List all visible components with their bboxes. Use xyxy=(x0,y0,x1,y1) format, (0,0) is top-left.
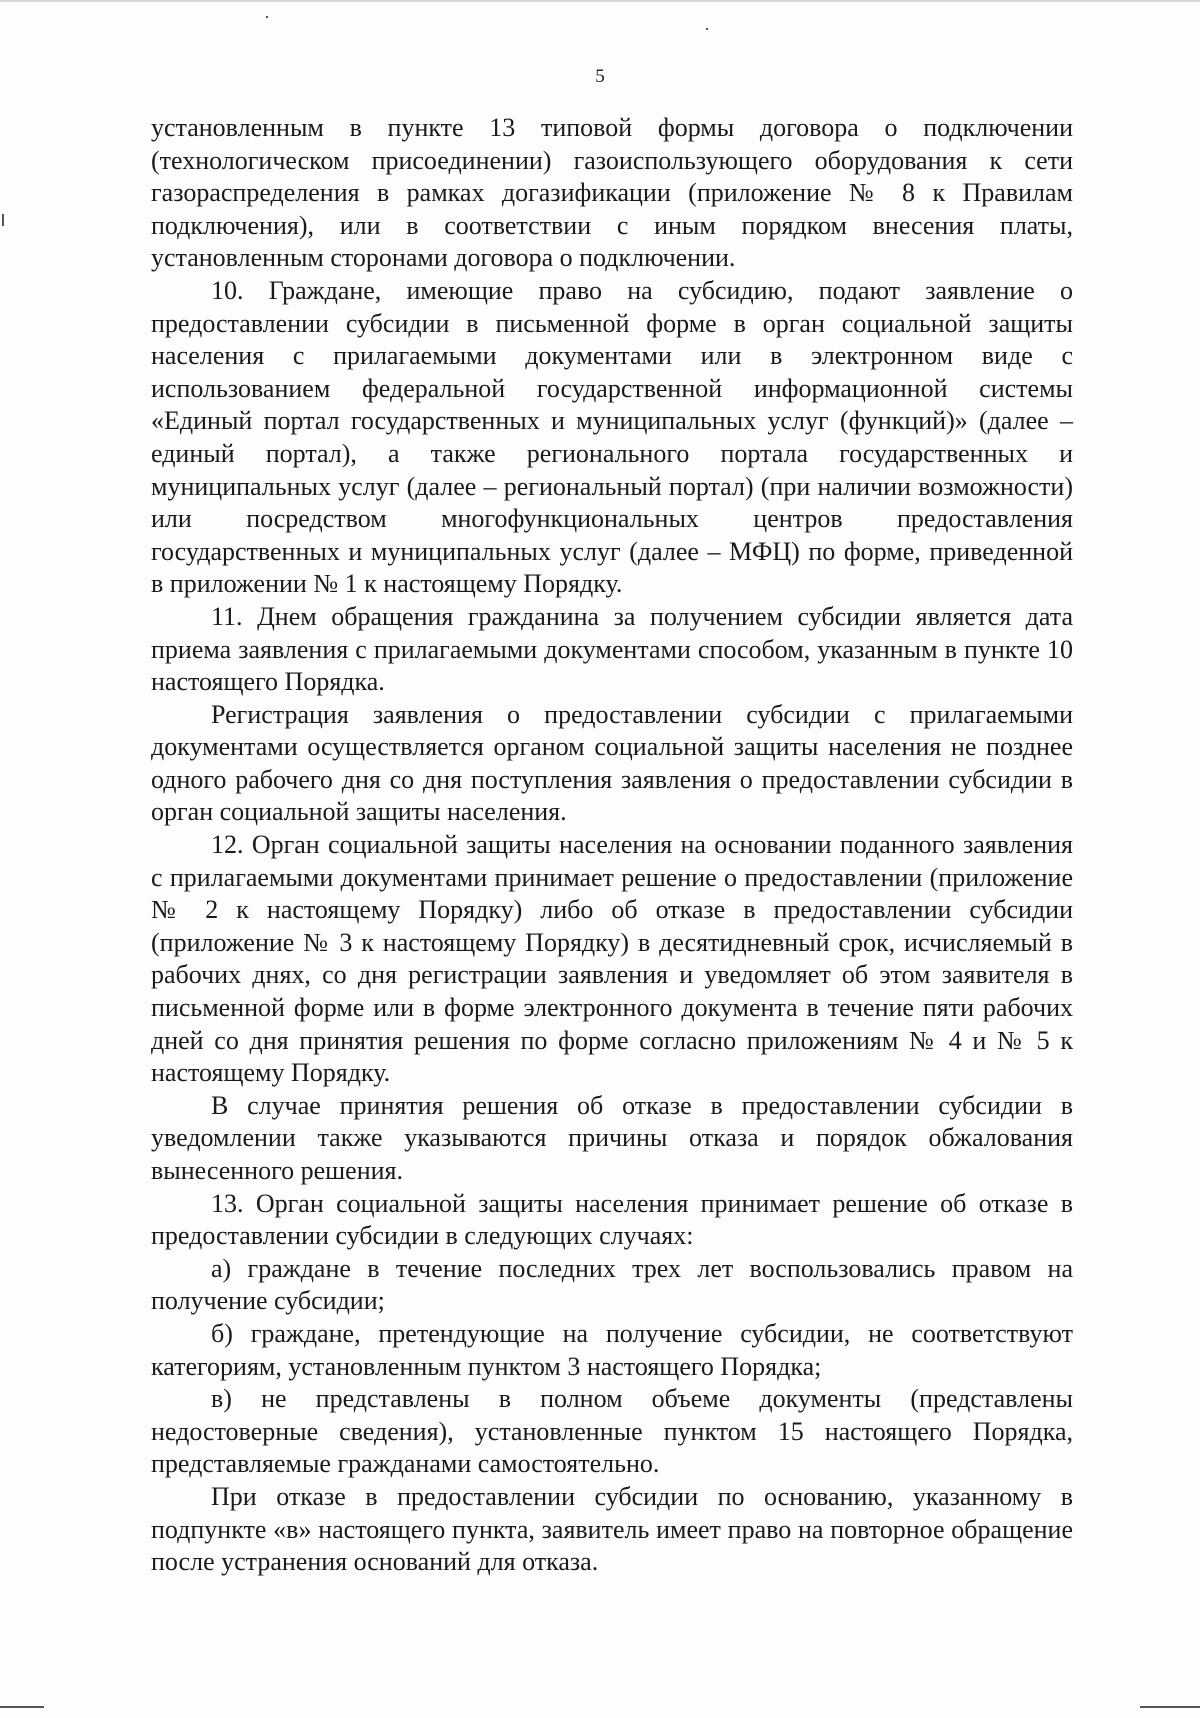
document-body xyxy=(151,112,1073,1579)
scan-top-edge xyxy=(0,0,1200,2)
paragraph: в) не представлены в полном объеме документы (представлены недостоверные сведения), установленные пунктом 15 настоящего Порядка, представляемые гражданами самостоятельно. xyxy=(151,1384,1073,1479)
paragraph: а) граждане в течение последних трех лет воспользовались правом на получение субсидии; xyxy=(151,1253,1073,1316)
paragraph: Регистрация заявления о предоставлении субсидии с прилагаемыми документами осуществляется органом социальной защиты населения не позднее одного рабочего дня со дня поступления заявления о предоставлении субсидии в орган социальной защиты населения. xyxy=(151,699,1073,827)
paragraph: 11. Днем обращения гражданина за получением субсидии является дата приема заявления с прилагаемыми документами способом, указанным в пункте 10 настоящего Порядка. xyxy=(151,601,1073,697)
page-number: 5 xyxy=(595,66,605,87)
paragraph: При отказе в предоставлении субсидии по основанию, указанному в подпункте «в» настоящего пункта, заявитель имеет право на повторное обращение после устранения оснований для отказа. xyxy=(151,1481,1073,1577)
paragraph: В случае принятия решения об отказе в предоставлении субсидии в уведомлении также указываются причины отказа и порядок обжалования вынесенного решения. xyxy=(151,1090,1073,1185)
paragraph: б) граждане, претендующие на получение субсидии, не соответствуют категориям, установленным пунктом 3 настоящего Порядка; xyxy=(151,1318,1073,1381)
paragraph: 13. Орган социальной защиты населения принимает решение об отказе в предоставлении субсидии в следующих случаях: xyxy=(151,1188,1073,1251)
scan-left-edge-mark xyxy=(2,214,4,226)
scan-speck xyxy=(266,16,268,18)
paragraph: 10. Граждане, имеющие право на субсидию, подают заявление о предоставлении субсидии в письменной форме в орган социальной защиты населения с прилагаемыми документами или в электронном виде с использованием федеральной государственной информационной системы «Единый портал государственных и муниципальных услуг (функций)» (далее – единый портал), а также регионального портала государственных и муниципальных услуг (далее – региональный портал) (при наличии возможности) или посредством многофункциональных центров предоставления государственных и муниципальных услуг (далее – МФЦ) по форме, приведенной в приложении № 1 к настоящему Порядку. xyxy=(151,275,1073,599)
scan-speck xyxy=(706,28,708,30)
scan-bottom-edge-mark xyxy=(1140,1706,1200,1708)
scan-bottom-edge-mark xyxy=(0,1706,44,1708)
paragraph: установленным в пункте 13 типовой формы договора о подключении (технологическом присоединении) газоиспользующего оборудования к сети газораспределения в рамках догазификации (приложение № 8 к Правилам подключения), или в соответствии с иным порядком внесения платы, установленным сторонами договора о подключении. xyxy=(151,113,1073,273)
paragraph: 12. Орган социальной защиты населения на основании поданного заявления с прилагаемыми документами принимает решение о предоставлении (приложение № 2 к настоящему Порядку) либо об отказе в предоставлении субсидии (приложение № 3 к настоящему Порядку) в десятидневный срок, исчисляемый в рабочих днях, со дня регистрации заявления и уведомляет об этом заявителя в письменной форме или в форме электронного документа в течение пяти рабочих дней со дня принятия решения по форме согласно приложениям № 4 и № 5 к настоящему Порядку. xyxy=(151,830,1073,1088)
